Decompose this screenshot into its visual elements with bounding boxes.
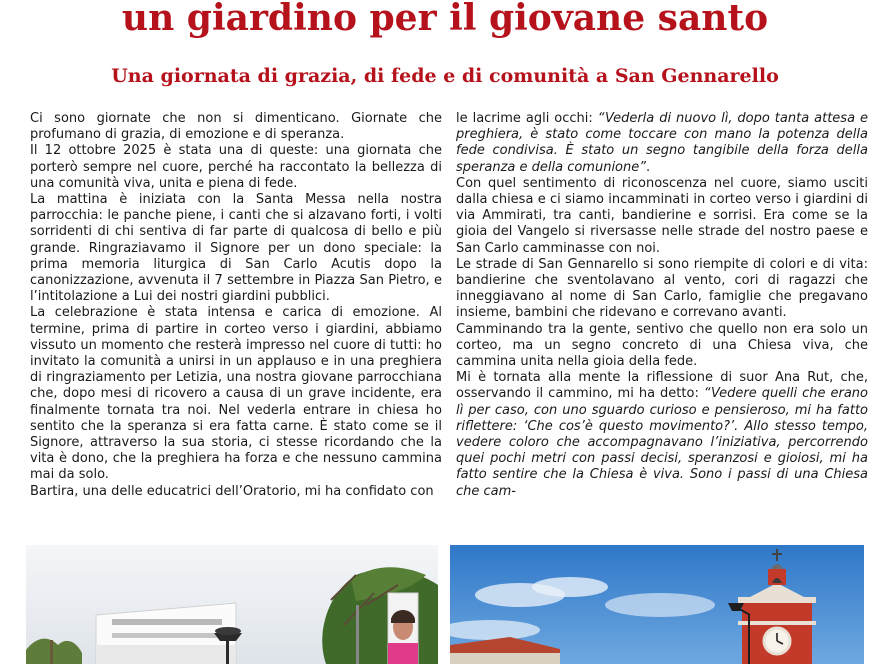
page-subtitle: Una giornata di grazia, di fede e di comunità a San Gennarello (111, 65, 779, 87)
article-paragraph (456, 111, 868, 176)
page-title: un giardino per il giovane santo (121, 0, 769, 39)
article-column-left (30, 111, 442, 500)
article-paragraph: Camminando tra la gente, sentivo che quello non era solo un corteo, ma un segno concreto di una Chiesa viva, che cammina unita nella gioia della fede. (456, 321, 868, 370)
article-paragraph: Bartira, una delle educatrici dell’Oratorio, mi ha confidato con (30, 483, 434, 499)
paragraph-text: . (645, 159, 651, 175)
article-paragraph: La celebrazione è stata intensa e carica di emozione. Al termine, prima di partire in corteo verso i giardini, abbiamo vissuto un momento che resterà impresso nel cuore di tutti: ho invitato la comunità a unirsi in un applauso e in una preghiera di ringraziamento per Letizia, una nostra giovane parrocchiana che, dopo mesi di ricovero a causa di un grave incidente, era finalmente tornata tra noi. Nel vederla entrare in chiesa ho sentito che la speranza si era fatta carne. È stato come se il Signore, attraverso la sua storia, ci stesse ricordando che la vita è dono, che la preghiera ha forza e che nessuno cammina mai da solo. (30, 305, 442, 483)
article-column-right (456, 111, 868, 500)
article-paragraph: Ci sono giornate che non si dimenticano. Giornate che profumano di grazia, di emozione e di speranza. (30, 111, 442, 143)
garden-photo (26, 545, 438, 664)
paragraph-text: le lacrime agli occhi: (456, 111, 598, 126)
article-paragraph: Il 12 ottobre 2025 è stata una di queste: una giornata che porterò sempre nel cuore, perché ha raccontato la bellezza di una comunità viva, unita e piena di fede. (30, 143, 442, 191)
article-paragraph: Le strade di San Gennarello si sono riempite di colori e di vita: bandierine che sventolavano al vento, cori di ragazzi che inneggiavano al nome di San Carlo, famiglie che pregavano insieme, bambini che ridevano e correvano avanti. (456, 256, 868, 321)
bell-tower-photo (450, 545, 864, 664)
paragraph-text: Mi è tornata alla mente la riflessione di suor Ana Rut, che, osservando il cammino, mi ha detto: (456, 370, 868, 402)
quote-text: “Vederla di nuovo lì, dopo tanta attesa e preghiera, è stato come toccare con mano la potenza della fede condivisa. È stato un segno tangibile della forza della speranza e della comunione” (456, 111, 868, 175)
quote-text: “Vedere quelli che erano lì per caso, con uno sguardo curioso e pensieroso, mi ha fatto riflettere: ‘Che cos’è questo movimento?’. Allo stesso tempo, vedere coloro che accompagnavano l’iniziativa, percorrendo quei pochi metri con passi decisi, speranzosi e gioiosi, mi ha fatto sentire che la Chiesa è viva. Sono i passi di una Chiesa che cam- (456, 386, 868, 499)
article-paragraph: La mattina è iniziata con la Santa Messa nella nostra parrocchia: le panche piene, i canti che si alzavano forti, i volti sorridenti di chi sentiva di far parte di qualcosa di bello e più grande. Ringraziavamo il Signore per un dono speciale: la prima memoria liturgica di San Carlo Acutis dopo la canonizzazione, avvenuta il 7 settembre in Piazza San Pietro, e l’intitolazione a Lui dei nostri giardini pubblici. (30, 192, 442, 305)
article-paragraph (456, 370, 868, 500)
article-paragraph: Con quel sentimento di riconoscenza nel cuore, siamo usciti dalla chiesa e ci siamo incamminati in corteo verso i giardini di via Ammirati, tra canti, bandierine e sorrisi. Era come se la gioia del Vangelo si riversasse nelle strade del nostro paese e San Carlo camminasse con noi. (456, 175, 868, 256)
